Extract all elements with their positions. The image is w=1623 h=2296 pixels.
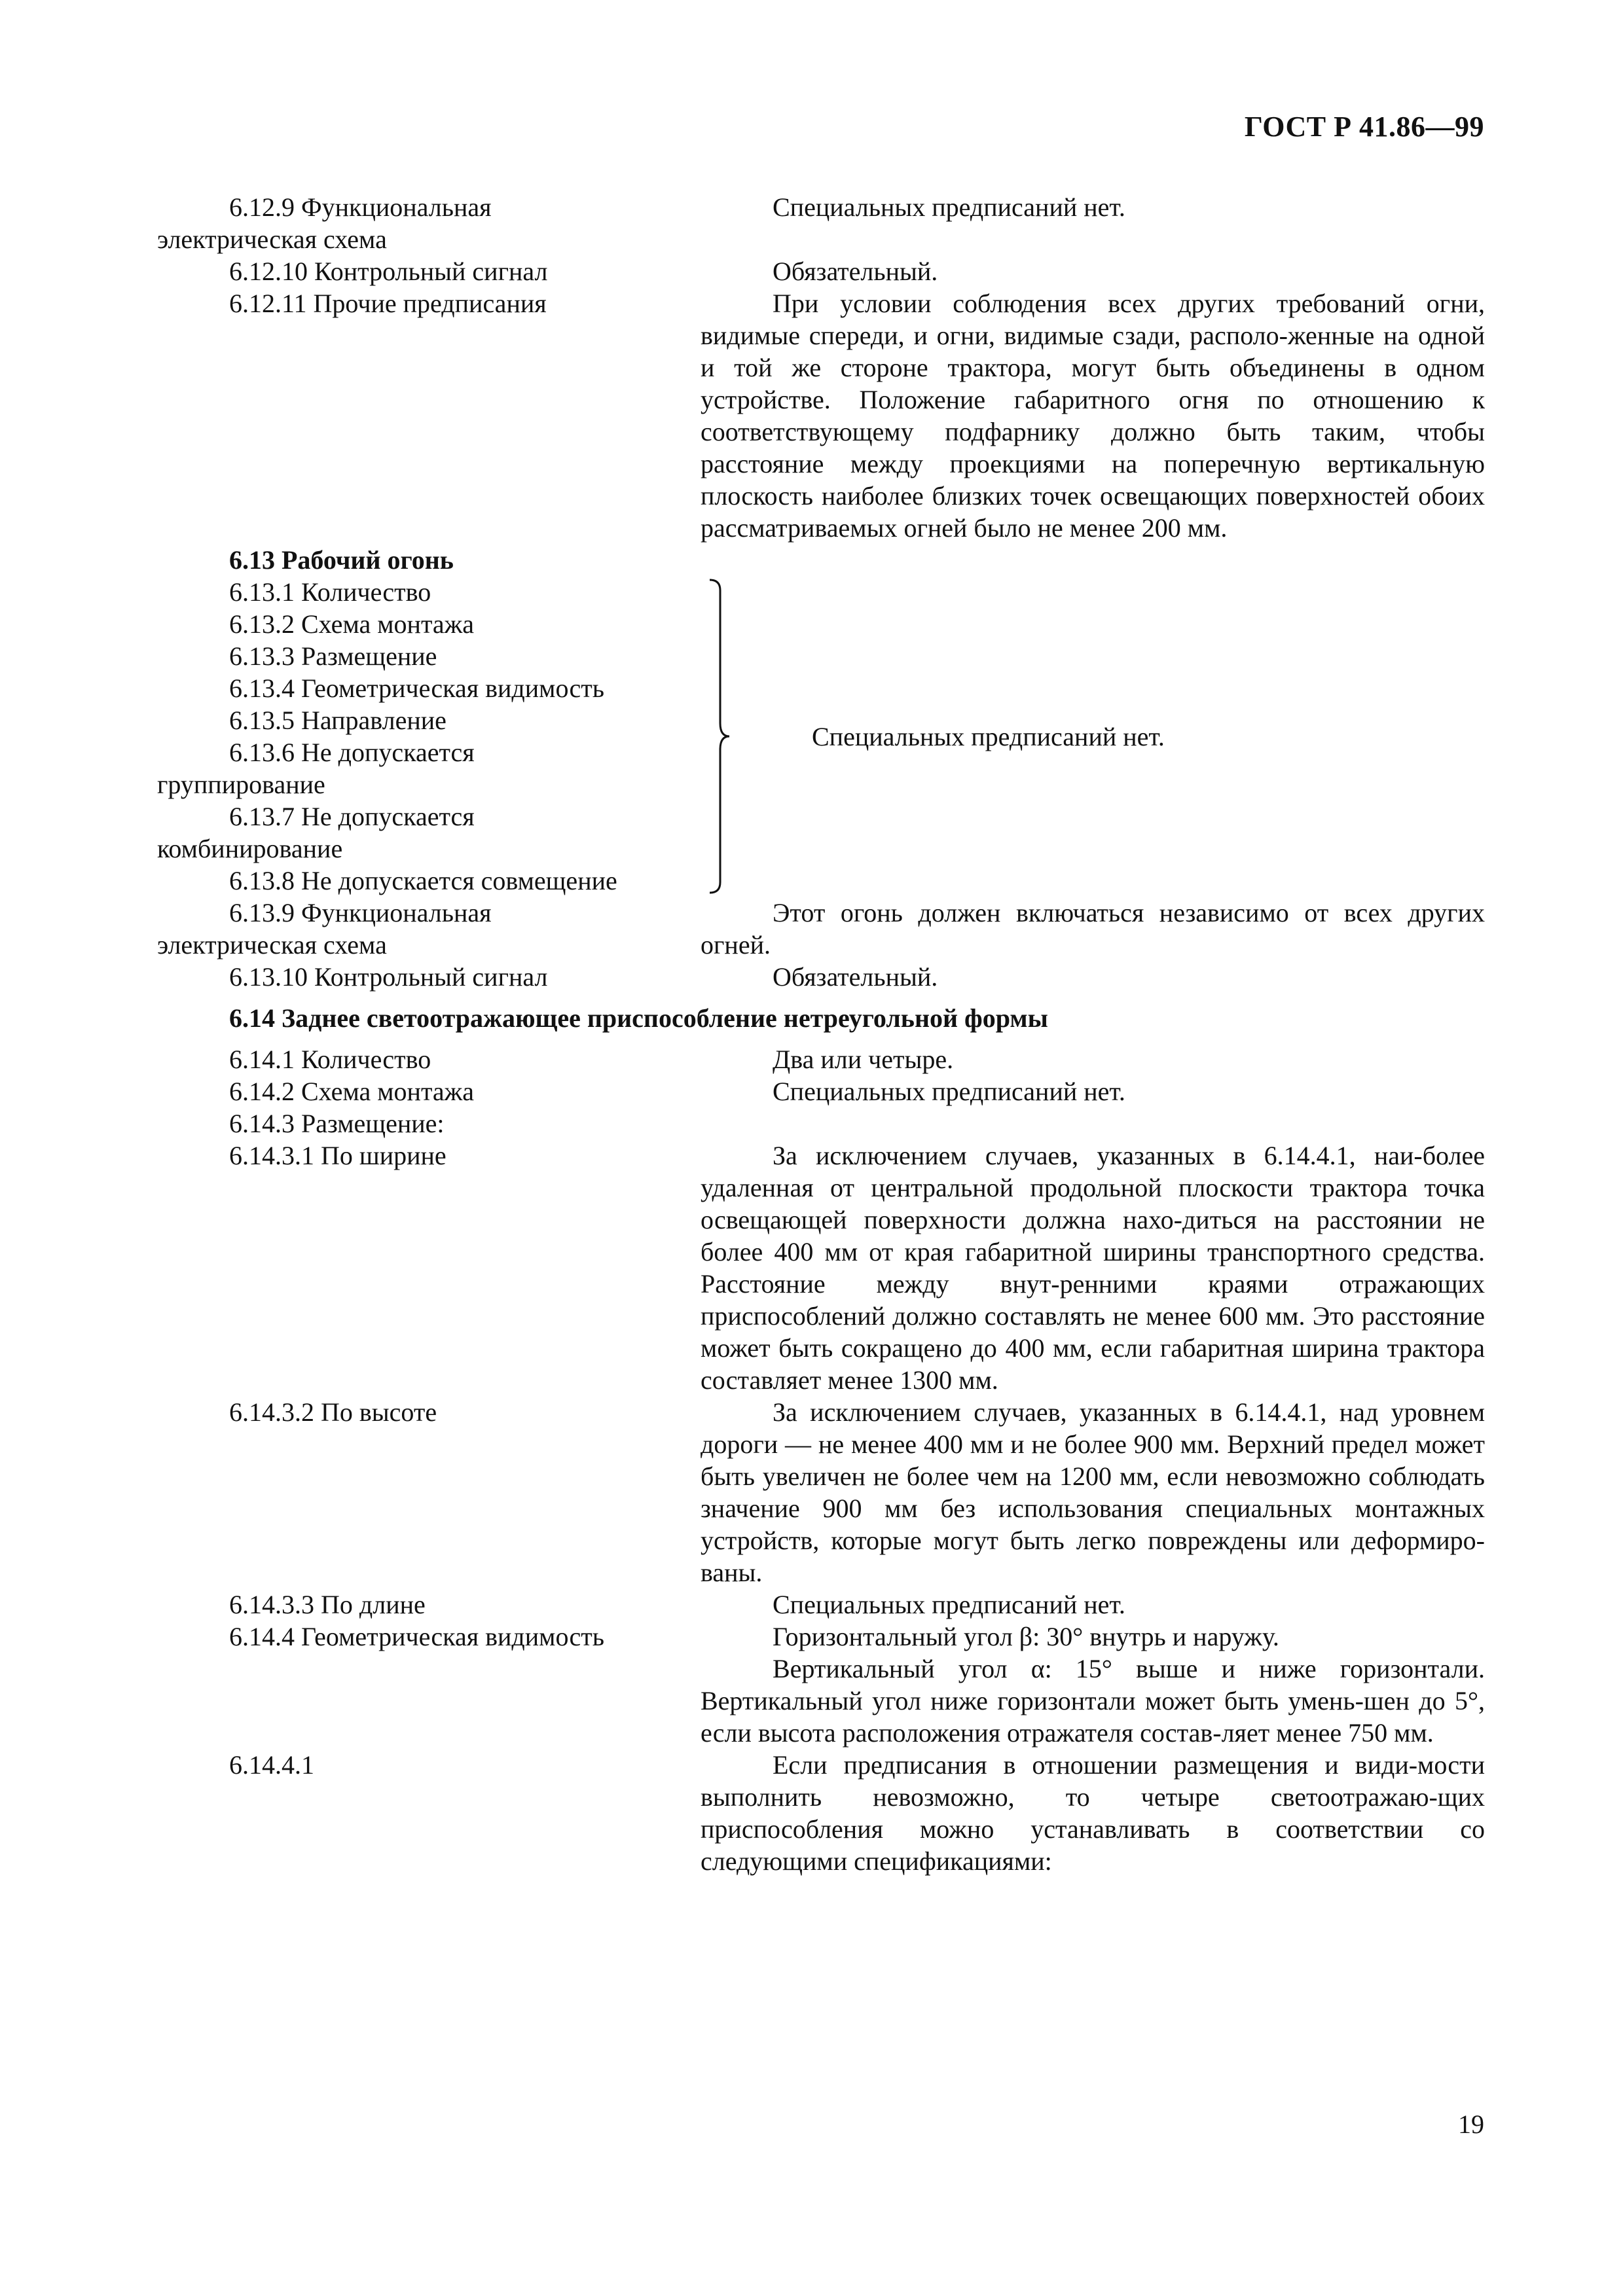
- clause-6-14-2: [157, 1075, 1485, 1107]
- clause-6-14-1: [157, 1043, 1485, 1075]
- clause-label-cont: группирование: [157, 770, 325, 799]
- clause-value: Если предписания в отношении размещения и види-мости выполнить невозможно, то четыре светоотражаю-щих приспособления можно устанавливать в соответствии со следующими спецификациями:: [701, 1750, 1485, 1876]
- clause-6-12-11: [157, 287, 1485, 544]
- clause-label-cont: электрическая схема: [157, 224, 387, 254]
- section-title-6-14: 6.14 Заднее светоотражающее приспособление нетреугольной формы: [229, 1003, 1048, 1033]
- clause-6-14-4: [157, 1621, 1485, 1653]
- clause-label: 6.12.10 Контрольный сигнал: [229, 257, 548, 286]
- clause-label-cont: электрическая схема: [157, 930, 387, 960]
- clause-label: 6.13.5 Направление: [229, 706, 447, 735]
- clause-label: 6.14.3 Размещение:: [229, 1109, 445, 1138]
- clause-value: За исключением случаев, указанных в 6.14.4.1, над уровнем дороги — не менее 400 мм и не более 900 мм. Верхний предел может быть увеличен не более чем на 1200 мм, если невозможно соблюдать значение 900 мм без использования специальных монтажных устройств, которые могут быть легко повреждены или деформиро-ваны.: [701, 1397, 1485, 1587]
- clause-value: Два или четыре.: [773, 1045, 954, 1074]
- clause-value: Обязательный.: [773, 962, 938, 992]
- clause-label: 6.13.9 Функциональная: [229, 898, 492, 927]
- clause-6-14-3-1: [157, 1139, 1485, 1396]
- clause-6-12-10: [157, 255, 1485, 287]
- clause-value: [701, 1107, 1557, 1139]
- clause-label: 6.12.11 Прочие предписания: [229, 289, 547, 318]
- clause-value: Специальных предписаний нет.: [773, 1590, 1125, 1619]
- clause-value: Специальных предписаний нет.: [773, 192, 1125, 222]
- clause-value: Специальных предписаний нет.: [773, 1077, 1125, 1106]
- clause-group-value: Специальных предписаний нет.: [812, 721, 1165, 751]
- clause-label: 6.14.3.2 По высоте: [229, 1397, 437, 1427]
- clause-label: 6.13.4 Геометрическая видимость: [229, 673, 604, 703]
- clause-label: 6.13.7 Не допускается: [229, 802, 475, 831]
- clause-6-14-4-1: [157, 1749, 1485, 1877]
- clause-value: За исключением случаев, указанных в 6.14.4.1, наи-более удаленная от центральной продольной плоскости трактора точка освещающей поверхности должна нахо-диться на расстоянии не более 400 мм от края габаритной ширины транспортного средства. Расстояние между внут-ренними краями отражающих приспособлений должно составлять не менее 600 мм. Это расстояние может быть сокращено до 400 мм, если габаритная ширина трактора составляет менее 1300 мм.: [701, 1141, 1485, 1395]
- clause-group-6-13-1-8: [157, 576, 1485, 897]
- clause-label: 6.13.1 Количество: [229, 577, 431, 607]
- clause-6-14-4-vertical: [157, 1653, 1485, 1749]
- clause-value: При условии соблюдения всех других требований огни, видимые спереди, и огни, видимые сзади, располо-женные на одной и той же стороне трактора, могут быть объединены в одном устройстве. Положение габаритного огня по отношению к соответствующему подфарнику должно быть таким, чтобы расстояние между проекциями на поперечную вертикальную плоскость наиболее близких точек освещающих поверхностей обоих рассматриваемых огней было не менее 200 мм.: [701, 289, 1485, 543]
- clause-value: Обязательный.: [773, 257, 938, 286]
- clause-label: 6.14.1 Количество: [229, 1045, 431, 1074]
- clause-label: 6.13.6 Не допускается: [229, 738, 475, 767]
- clause-label-cont: комбинирование: [157, 834, 343, 863]
- clause-label: 6.13.3 Размещение: [229, 641, 437, 671]
- clause-6-12-9: [157, 191, 1485, 255]
- clause-label: 6.14.3.3 По длине: [229, 1590, 426, 1619]
- clause-6-13-10: [157, 961, 1485, 993]
- clause-label: 6.14.4 Геометрическая видимость: [229, 1622, 604, 1651]
- clause-label: 6.14.3.1 По ширине: [229, 1141, 447, 1170]
- clause-6-14-3-2: [157, 1396, 1485, 1588]
- clause-6-13-9: [157, 897, 1485, 961]
- clause-label: 6.13.10 Контрольный сигнал: [229, 962, 548, 992]
- right-curly-brace: [701, 576, 740, 897]
- clause-label: 6.13.2 Схема монтажа: [229, 609, 475, 639]
- clause-value: Вертикальный угол α: 15° выше и ниже горизонтали. Вертикальный угол ниже горизонтали может быть умень-шен до 5°, если высота расположения отражателя состав-ляет менее 750 мм.: [701, 1654, 1485, 1748]
- clause-value: Этот огонь должен включаться независимо от всех других огней.: [701, 898, 1485, 960]
- clause-6-14-3: [157, 1107, 1485, 1139]
- clause-value: Горизонтальный угол β: 30° внутрь и наружу.: [773, 1622, 1279, 1651]
- document-code-header: ГОСТ Р 41.86—99: [1244, 111, 1484, 143]
- section-title-6-13: 6.13 Рабочий огонь: [229, 545, 454, 575]
- document-body: [157, 191, 1485, 1877]
- page-number: 19: [1458, 2109, 1484, 2139]
- clause-label: 6.13.8 Не допускается совмещение: [229, 866, 617, 895]
- clause-label: 6.12.9 Функциональная: [229, 192, 492, 222]
- clause-label: 6.14.4.1: [229, 1750, 314, 1780]
- clause-6-14-3-3: [157, 1588, 1485, 1621]
- clause-label: 6.14.2 Схема монтажа: [229, 1077, 475, 1106]
